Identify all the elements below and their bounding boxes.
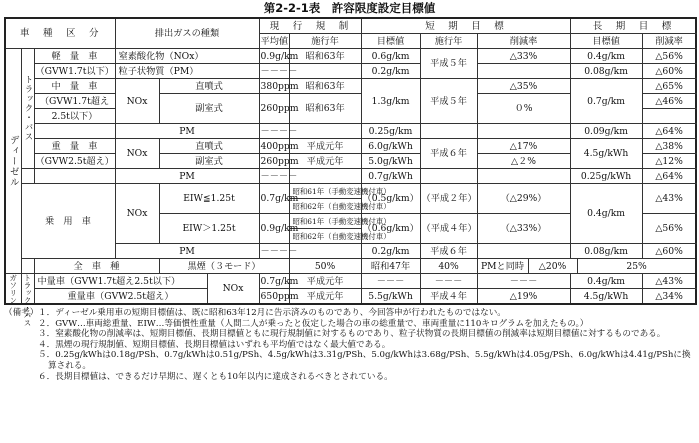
all-st-year: PMと同時 [477,259,528,274]
gas-medium-lt-reduction: △43% [642,274,696,289]
medium-nox-target: 1.3g/km [361,79,420,124]
heavy-pm-blank [34,169,115,184]
light-nox-lt-reduction: △56% [642,49,696,64]
medium-di-label: 直噴式 [159,79,259,94]
all-target: 40% [420,259,477,274]
medium-st-year: 平成５年 [420,79,477,124]
heavy-vehicle-name: 重 量 車 [34,139,115,154]
light-pm-reduction [477,64,570,79]
gas-heavy-year: 平成元年 [289,289,361,305]
passenger-nox-lt: 0.4g/km [570,184,642,244]
passenger-eiw1-avg: 0.7g/km [259,184,289,214]
heavy-st-year: 平成６年 [420,139,477,169]
header-lt-target: 目標値 [570,34,642,49]
medium-pm-label: PM [115,124,259,139]
heavy-pm-reduction [477,169,570,184]
medium-pm-year [289,124,361,139]
light-pm-avg: －－－－ [260,65,298,77]
gas-heavy-lt-reduction: △34% [642,289,696,305]
group-gas-truck-bus: トラック・バス [23,274,32,327]
medium-pm-lt-reduction: △64% [642,124,696,139]
header-short-term: 短 期 目 標 [361,18,570,34]
header-enforce-year: 施行年 [289,34,361,49]
gas-medium-st-year: －－－ [420,274,477,289]
heavy-nox-lt: 4.5g/kWh [570,139,642,169]
light-pm-target: 0.2g/km [361,64,420,79]
gas-nox-label: NOx [207,274,259,305]
gas-medium-target: －－－ [361,274,420,289]
passenger-eiw2-lt-reduction: △56% [642,214,696,244]
passenger-pm-year [289,244,361,259]
passenger-eiw1-reduction: （△29%） [477,184,570,214]
light-pm-year [289,64,361,79]
passenger-pm-label: PM [115,244,259,259]
passenger-eiw1-lt-reduction: △43% [642,184,696,214]
medium-vehicle-sub1: （GVW1.7t超え [34,94,115,109]
all-year: 昭和47年 [361,259,420,274]
gas-heavy-target: 5.5g/kWh [361,289,420,305]
all-lead [21,259,34,274]
light-nox-reduction: △33% [477,49,570,64]
passenger-eiw2-reduction: （△33%） [477,214,570,244]
medium-pm-avg: －－－－ [260,125,298,137]
gas-medium-name: 中量車（GVW1.7t超え2.5t以下） [34,274,207,289]
gas-heavy-reduction: △19% [477,289,570,305]
medium-vehicle-name: 中 量 車 [34,79,115,94]
note-1: １．ディーゼル乗用車の短期目標値は、既に昭和63年12月に告示済みのものであり、今回答申が行われたものではない。 [38,308,506,318]
passenger-eiw2-label: EIW＞1.25t [159,214,259,244]
medium-di-avg: 380ppm [260,80,299,92]
header-gas-type: 排出ガスの種類 [115,18,259,49]
medium-pm-lt: 0.09g/km [570,124,642,139]
gas-heavy-st-year: 平成４年 [420,289,477,305]
note-4: ４．黒煙の現行規制値、短期目標値、長期目標値はいずれも平均値ではなく最大値である。 [38,339,391,350]
medium-idi-year: 昭和63年 [289,94,361,124]
all-gas-label: 黒煙（３モード） [159,259,289,274]
medium-nox-lt: 0.7g/km [570,79,642,124]
gas-medium-lt: 0.4g/km [570,274,642,289]
all-avg: 50% [289,259,361,274]
heavy-di-reduction: △17% [477,139,570,154]
note-2: ２．GVW…車両総重量、EIW…等価慣性重量（人間二人が乗ったと仮定した場合の車の総重量で、車両重量に110キログラムを加えたもの。） [38,318,589,329]
medium-idi-lt-spacer [642,109,696,124]
heavy-pm-st-year [420,169,477,184]
medium-pm-target: 0.25g/km [361,124,420,139]
heavy-di-target: 6.0g/kWh [361,139,420,154]
all-lt: 25% [577,259,696,274]
heavy-idi-year: 平成元年 [289,154,361,169]
header-st-year: 施行年 [420,34,477,49]
light-nox-lt: 0.4g/km [570,49,642,64]
medium-pm-reduction [477,124,570,139]
heavy-di-lt-reduction: △38% [642,139,696,154]
light-pm-label: 粒子状物質（PM） [115,64,259,79]
medium-idi-avg: 260ppm [259,94,289,124]
heavy-pm-target: 0.7g/kWh [361,169,420,184]
passenger-eiw2-target: （0.6g/km） [361,214,420,244]
light-vehicle-name: 軽 量 車 [34,49,115,64]
medium-pm-st-year [420,124,477,139]
light-nox-target: 0.6g/km [361,49,420,64]
medium-idi-reduction: ０% [477,94,570,124]
heavy-idi-avg: 260ppm [260,155,299,167]
medium-di-lt-reduction: △65% [642,79,696,94]
heavy-di-year: 平成元年 [289,139,361,154]
light-nox-year: 昭和63年 [289,49,361,64]
light-st-year: 平成５年 [420,49,477,79]
header-st-target: 目標値 [361,34,420,49]
note-5: ５．0.25g/kWhは0.18g/PSh、0.7g/kWhは0.51g/PSh、4.5g/kWhは3.31g/PSh、5.0g/kWhは3.68g/PSh、5.5g/kWhは4.05g/PSh、6.0g/kWhは4.41g/PShに換算される。 [38,350,691,371]
passenger-pm-reduction [477,244,570,259]
medium-di-year: 昭和63年 [289,79,361,94]
all-reduction: △20% [528,259,577,274]
light-nox-avg: 0.9g/km [260,50,299,62]
group-truck-bus: トラック・バス [21,49,34,169]
passenger-pm-avg: －－－－ [260,245,298,257]
gas-medium-year: 平成元年 [289,274,361,289]
heavy-di-label: 直噴式 [159,139,259,154]
gas-medium-avg: 0.7g/km [260,275,299,287]
medium-pm-blank [34,124,115,139]
passenger-nox-label: NOx [115,184,159,244]
light-nox-label: 窒素酸化物（NOx） [115,49,259,64]
gas-heavy-lt: 4.5g/kWh [570,289,642,305]
medium-di-reduction: △35% [477,79,570,94]
passenger-eiw1-year-auto: 昭和62年（自動変速機付車） [289,199,361,214]
heavy-nox-label: NOx [115,139,159,169]
passenger-eiw2-st-year: （平成４年） [420,214,477,244]
passenger-eiw1-year-manual: 昭和61年（手動変速機付車） [289,184,361,199]
heavy-pm-blank-lead [21,169,34,184]
gas-medium-reduction: －－－ [477,274,570,289]
group-gasoline: ガソリン [5,274,21,305]
passenger-eiw2-year-auto: 昭和62年（自動変速機付車） [289,229,361,244]
table-title: 第2-2-1表 許容限度設定目標値 [263,1,436,15]
medium-nox-label: NOx [115,79,159,124]
passenger-eiw2-avg: 0.9g/km [259,214,289,244]
heavy-idi-reduction: △２% [477,154,570,169]
gas-heavy-avg: 650ppm [259,289,289,305]
passenger-pm-lt-reduction: △60% [642,244,696,259]
note-3: ３．窒素酸化物の削減率は、短期目標値、長期目標値ともに現行規制値に対するものであり、粒子状物質の長期目標値の削減率は短期目標値に対するものである。 [38,329,666,340]
header-vehicle-type: 車 種 区 分 [5,18,115,49]
medium-vehicle-sub2: 2.5t以下） [34,109,115,124]
passenger-pm-lt: 0.08g/km [570,244,642,259]
passenger-eiw2-year-manual: 昭和61年（手動変速機付車） [289,214,361,229]
header-long-term: 長 期 目 標 [570,18,696,34]
passenger-pm-st-year: 平成６年 [420,244,477,259]
passenger-pm-target: 0.2g/km [361,244,420,259]
group-diesel: ディーゼル [5,49,21,274]
heavy-di-avg: 400ppm [260,140,299,152]
notes [4,308,694,382]
passenger-eiw1-target: （0.5g/km） [361,184,420,214]
notes-label: （備考） [4,308,39,318]
note-6: ６．長期目標値は、できるだけ早期に、遅くとも10年以内に達成されるべきとされている。 [38,371,393,382]
header-current-regulation: 現 行 規 制 [259,18,361,34]
passenger-eiw1-st-year: （平成２年） [420,184,477,214]
passenger-vehicle-name: 乗 用 車 [21,184,115,259]
heavy-pm-label: PM [115,169,259,184]
light-pm-lt: 0.08g/km [570,64,642,79]
gas-heavy-name: 重量車（GVW2.5t超え） [34,289,207,305]
light-pm-lt-reduction: △60% [642,64,696,79]
medium-idi-lt-reduction: △46% [642,94,696,109]
heavy-pm-year [289,169,361,184]
header-lt-reduction: 削減率 [642,34,696,49]
heavy-pm-avg: －－－－ [260,170,298,182]
heavy-pm-lt: 0.25g/kWh [570,169,642,184]
medium-idi-label: 副室式 [159,94,259,124]
header-average: 平均値 [260,35,289,47]
heavy-pm-lt-reduction: △64% [642,169,696,184]
header-st-reduction: 削減率 [477,34,570,49]
light-vehicle-sub: （GVW1.7t以下） [35,65,114,77]
heavy-idi-lt-reduction: △12% [642,154,696,169]
heavy-vehicle-sub: （GVW2.5t超え） [35,155,114,167]
passenger-eiw1-label: EIW≦1.25t [159,184,259,214]
heavy-idi-target: 5.0g/kWh [361,154,420,169]
heavy-idi-label: 副室式 [159,154,259,169]
all-vehicle-name: 全 車 種 [34,259,159,274]
